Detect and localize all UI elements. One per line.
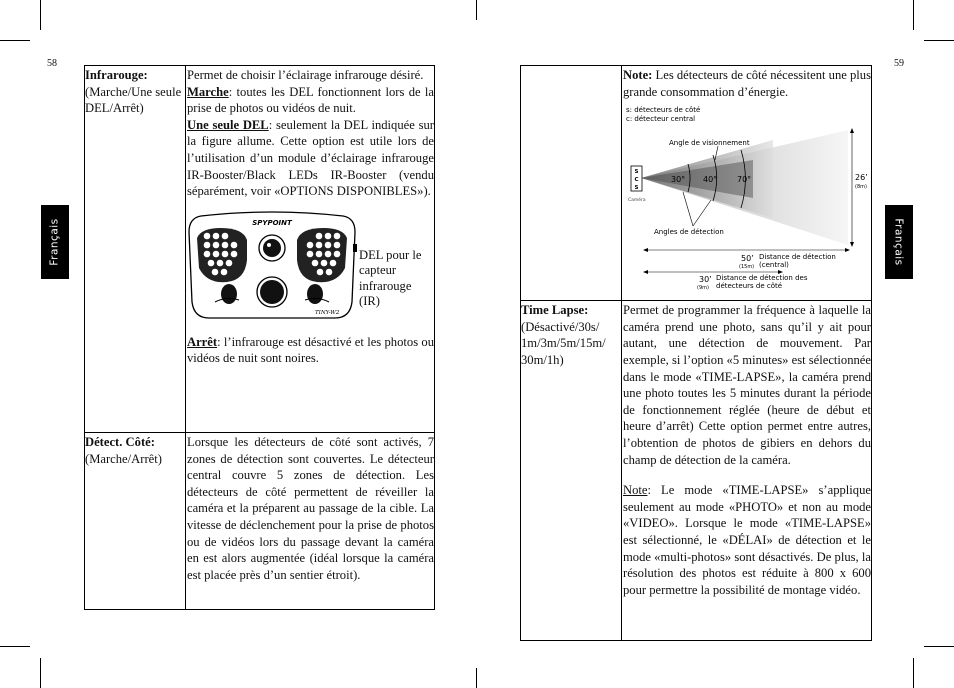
- language-tab-label: Français: [893, 218, 905, 266]
- camera-front-illustration: [187, 210, 357, 325]
- side-distance-value: 30’: [699, 275, 712, 285]
- crop-mark: [913, 0, 914, 30]
- left-settings-table: [84, 65, 435, 610]
- description-text: [623, 67, 871, 100]
- option-label: Arrêt: [187, 334, 218, 349]
- ir-led: [334, 250, 341, 257]
- setting-term: Time Lapse:: [521, 303, 589, 318]
- language-tab-left: [41, 205, 69, 279]
- sensor-letter-central: C: [634, 177, 639, 184]
- central-distance-label: Distance de détection: [759, 253, 836, 262]
- note-label: Note:: [623, 68, 653, 82]
- page-number-left: 58: [47, 58, 57, 69]
- setting-description-cell: [186, 66, 435, 433]
- ir-led: [316, 232, 323, 239]
- side-distance-label: Distance de détection des: [716, 274, 808, 283]
- ir-led: [317, 268, 324, 275]
- camera-figure: [187, 210, 434, 330]
- table-row-side-detect: [85, 433, 435, 610]
- language-tab-label: Français: [49, 218, 61, 266]
- table-row-infrared: [85, 66, 435, 433]
- note-cell: [622, 66, 872, 301]
- legend-side: s: détecteurs de côté: [626, 106, 701, 115]
- crop-mark: [40, 0, 41, 30]
- option-text: : toutes les DEL fonctionnent lors de la prise de photos ou vidéos de nuit.: [187, 84, 434, 116]
- ir-led: [222, 241, 229, 248]
- ir-led: [221, 268, 228, 275]
- crop-mark: [476, 0, 477, 20]
- description-text: Permet de programmer la fréquence à laquelle la caméra prend une photo, sans qu’il y ait pour autant, une détection de mouvement. Par exemple, si l’option «5 minutes» est sélectionnée dans le mode «TIME-LAPSE», la caméra prend une photo toutes les 5 minutes durant la période de fonctionnement réglée (heure de début et heure d’arrêt) Cette option permet entre autres, l’obtention de photos de gibiers en dehors du champ de détection de la caméra.: [623, 303, 871, 467]
- crop-mark: [913, 658, 914, 688]
- crop-mark: [40, 658, 41, 688]
- ir-led: [231, 250, 238, 257]
- setting-name-cell: [85, 66, 186, 433]
- ir-led: [334, 241, 341, 248]
- option-text: : seulement la DEL indiquée sur la figure allume. Cette option est utile lors de l’utilisation d’un module d’éclairage infrarouge IR-Booster/Black LEDs IR-Booster (vendu séparément, voir «OPTIONS DISPONIBLES»).: [187, 117, 434, 199]
- side-distance-label-2: détecteurs de côté: [716, 282, 783, 291]
- setting-term: Détect. Côté:: [85, 435, 155, 449]
- height-metric: (8m): [855, 184, 867, 191]
- central-distance-value: 50’: [741, 254, 754, 264]
- setting-options: (Marche/Arrêt): [85, 451, 162, 466]
- language-tab-right: [885, 205, 913, 279]
- ir-led: [316, 250, 323, 257]
- setting-options: (Désactivé/30s/ 1m/3m/5m/15m/ 30m/1h): [521, 319, 606, 367]
- ir-led: [330, 259, 337, 266]
- crop-mark: [924, 646, 954, 647]
- camera-brand: SPYPOINT: [252, 218, 292, 227]
- ir-led: [213, 250, 220, 257]
- crop-mark: [0, 646, 30, 647]
- ir-led: [226, 259, 233, 266]
- side-distance-metric: (9m): [697, 285, 709, 292]
- callout-marker: [353, 244, 357, 252]
- ir-led: [325, 250, 332, 257]
- ir-led: [312, 259, 319, 266]
- description-text: Permet de choisir l’éclairage infrarouge désiré.: [187, 68, 424, 82]
- crop-mark: [924, 40, 954, 41]
- note-text: Les détecteurs de côté nécessitent une plus grande consommation d’énergie.: [623, 68, 871, 99]
- option-label: Une seule DEL: [187, 117, 269, 132]
- setting-description-cell: [622, 301, 872, 641]
- view-angle-label: Angle de visionnement: [669, 139, 750, 148]
- ir-led: [307, 250, 314, 257]
- ir-led: [204, 250, 211, 257]
- height-value: 26’: [855, 173, 868, 183]
- detection-zone-svg: [623, 100, 873, 300]
- ir-led: [217, 259, 224, 266]
- right-settings-table: [520, 65, 872, 641]
- ir-led: [208, 259, 215, 266]
- setting-options: (Marche/Une seule DEL/Arrêt): [85, 84, 182, 116]
- angle-40-label: 40°: [703, 175, 718, 185]
- table-row-side-note: [521, 66, 872, 301]
- camera-model: TINY-W2: [315, 309, 340, 316]
- note-label: Note: [623, 483, 648, 498]
- ir-led: [222, 232, 229, 239]
- detection-zone-diagram: [623, 100, 871, 300]
- option-label: Marche: [187, 84, 229, 99]
- crop-mark: [476, 668, 477, 688]
- description-text: [187, 117, 434, 200]
- table-row-timelapse: [521, 301, 872, 641]
- setting-term: Infrarouge:: [85, 68, 148, 82]
- setting-name-cell: [85, 433, 186, 610]
- ir-led: [321, 259, 328, 266]
- camera-label: Caméra: [628, 198, 646, 204]
- ir-led: [213, 241, 220, 248]
- ir-led: [204, 241, 211, 248]
- ir-led: [316, 241, 323, 248]
- description-text: [187, 334, 434, 367]
- description-text: [623, 482, 871, 598]
- ir-led: [213, 232, 220, 239]
- page-number-right: 59: [894, 58, 904, 69]
- legend-central: c: détecteur central: [626, 115, 696, 124]
- ir-led: [212, 268, 219, 275]
- ir-led: [222, 250, 229, 257]
- description-text: Lorsque les détecteurs de côté sont activés, 7 zones de détection sont couvertes. Le détecteur central couvre 5 zones de détection. Les détecteurs de côté permettent de réveiller la caméra et la préparent au passage de la cible. La vitesse de déclenchement pour la prise de photos ou de vidéos lors du passage devant la caméra en est alors augmentée (idéal lorsque la caméra est placée près d’un sentier étroit).: [187, 435, 434, 582]
- figure-callout: DEL pour le capteur infrarouge (IR): [359, 247, 422, 309]
- ir-led: [204, 232, 211, 239]
- ir-led: [325, 232, 332, 239]
- sensor-letter-side: S: [634, 185, 639, 192]
- ir-led: [334, 232, 341, 239]
- setting-name-cell: [521, 301, 622, 641]
- ir-led: [326, 268, 333, 275]
- ir-led: [231, 241, 238, 248]
- ir-led: [307, 241, 314, 248]
- crop-mark: [0, 40, 30, 41]
- option-text: : l’infrarouge est désactivé et les photos ou vidéos de nuit sont noires.: [187, 334, 434, 366]
- description-text: [187, 84, 434, 117]
- empty-cell: [521, 66, 622, 301]
- angle-30-label: 30°: [671, 175, 686, 185]
- central-distance-label-2: (central): [759, 261, 789, 270]
- angle-70-label: 70°: [737, 175, 752, 185]
- sensor-letter-side: S: [634, 169, 639, 176]
- ir-led: [325, 241, 332, 248]
- central-distance-metric: (15m): [739, 264, 755, 271]
- note-text: : Le mode «TIME-LAPSE» s’applique seulement au mode «PHOTO» et non au mode «VIDEO». Lorsque le mode «TIME-LAPSE» est sélectionné, le «DÉLAI» de détection et le mode «multi-photos» sont désactivés. De plus, la résolution des photos est réduite à 800 x 600 pour permettre la possibilité de montage vidéo.: [623, 483, 871, 597]
- detection-angles-label: Angles de détection: [654, 228, 724, 237]
- setting-description-cell: [186, 433, 435, 610]
